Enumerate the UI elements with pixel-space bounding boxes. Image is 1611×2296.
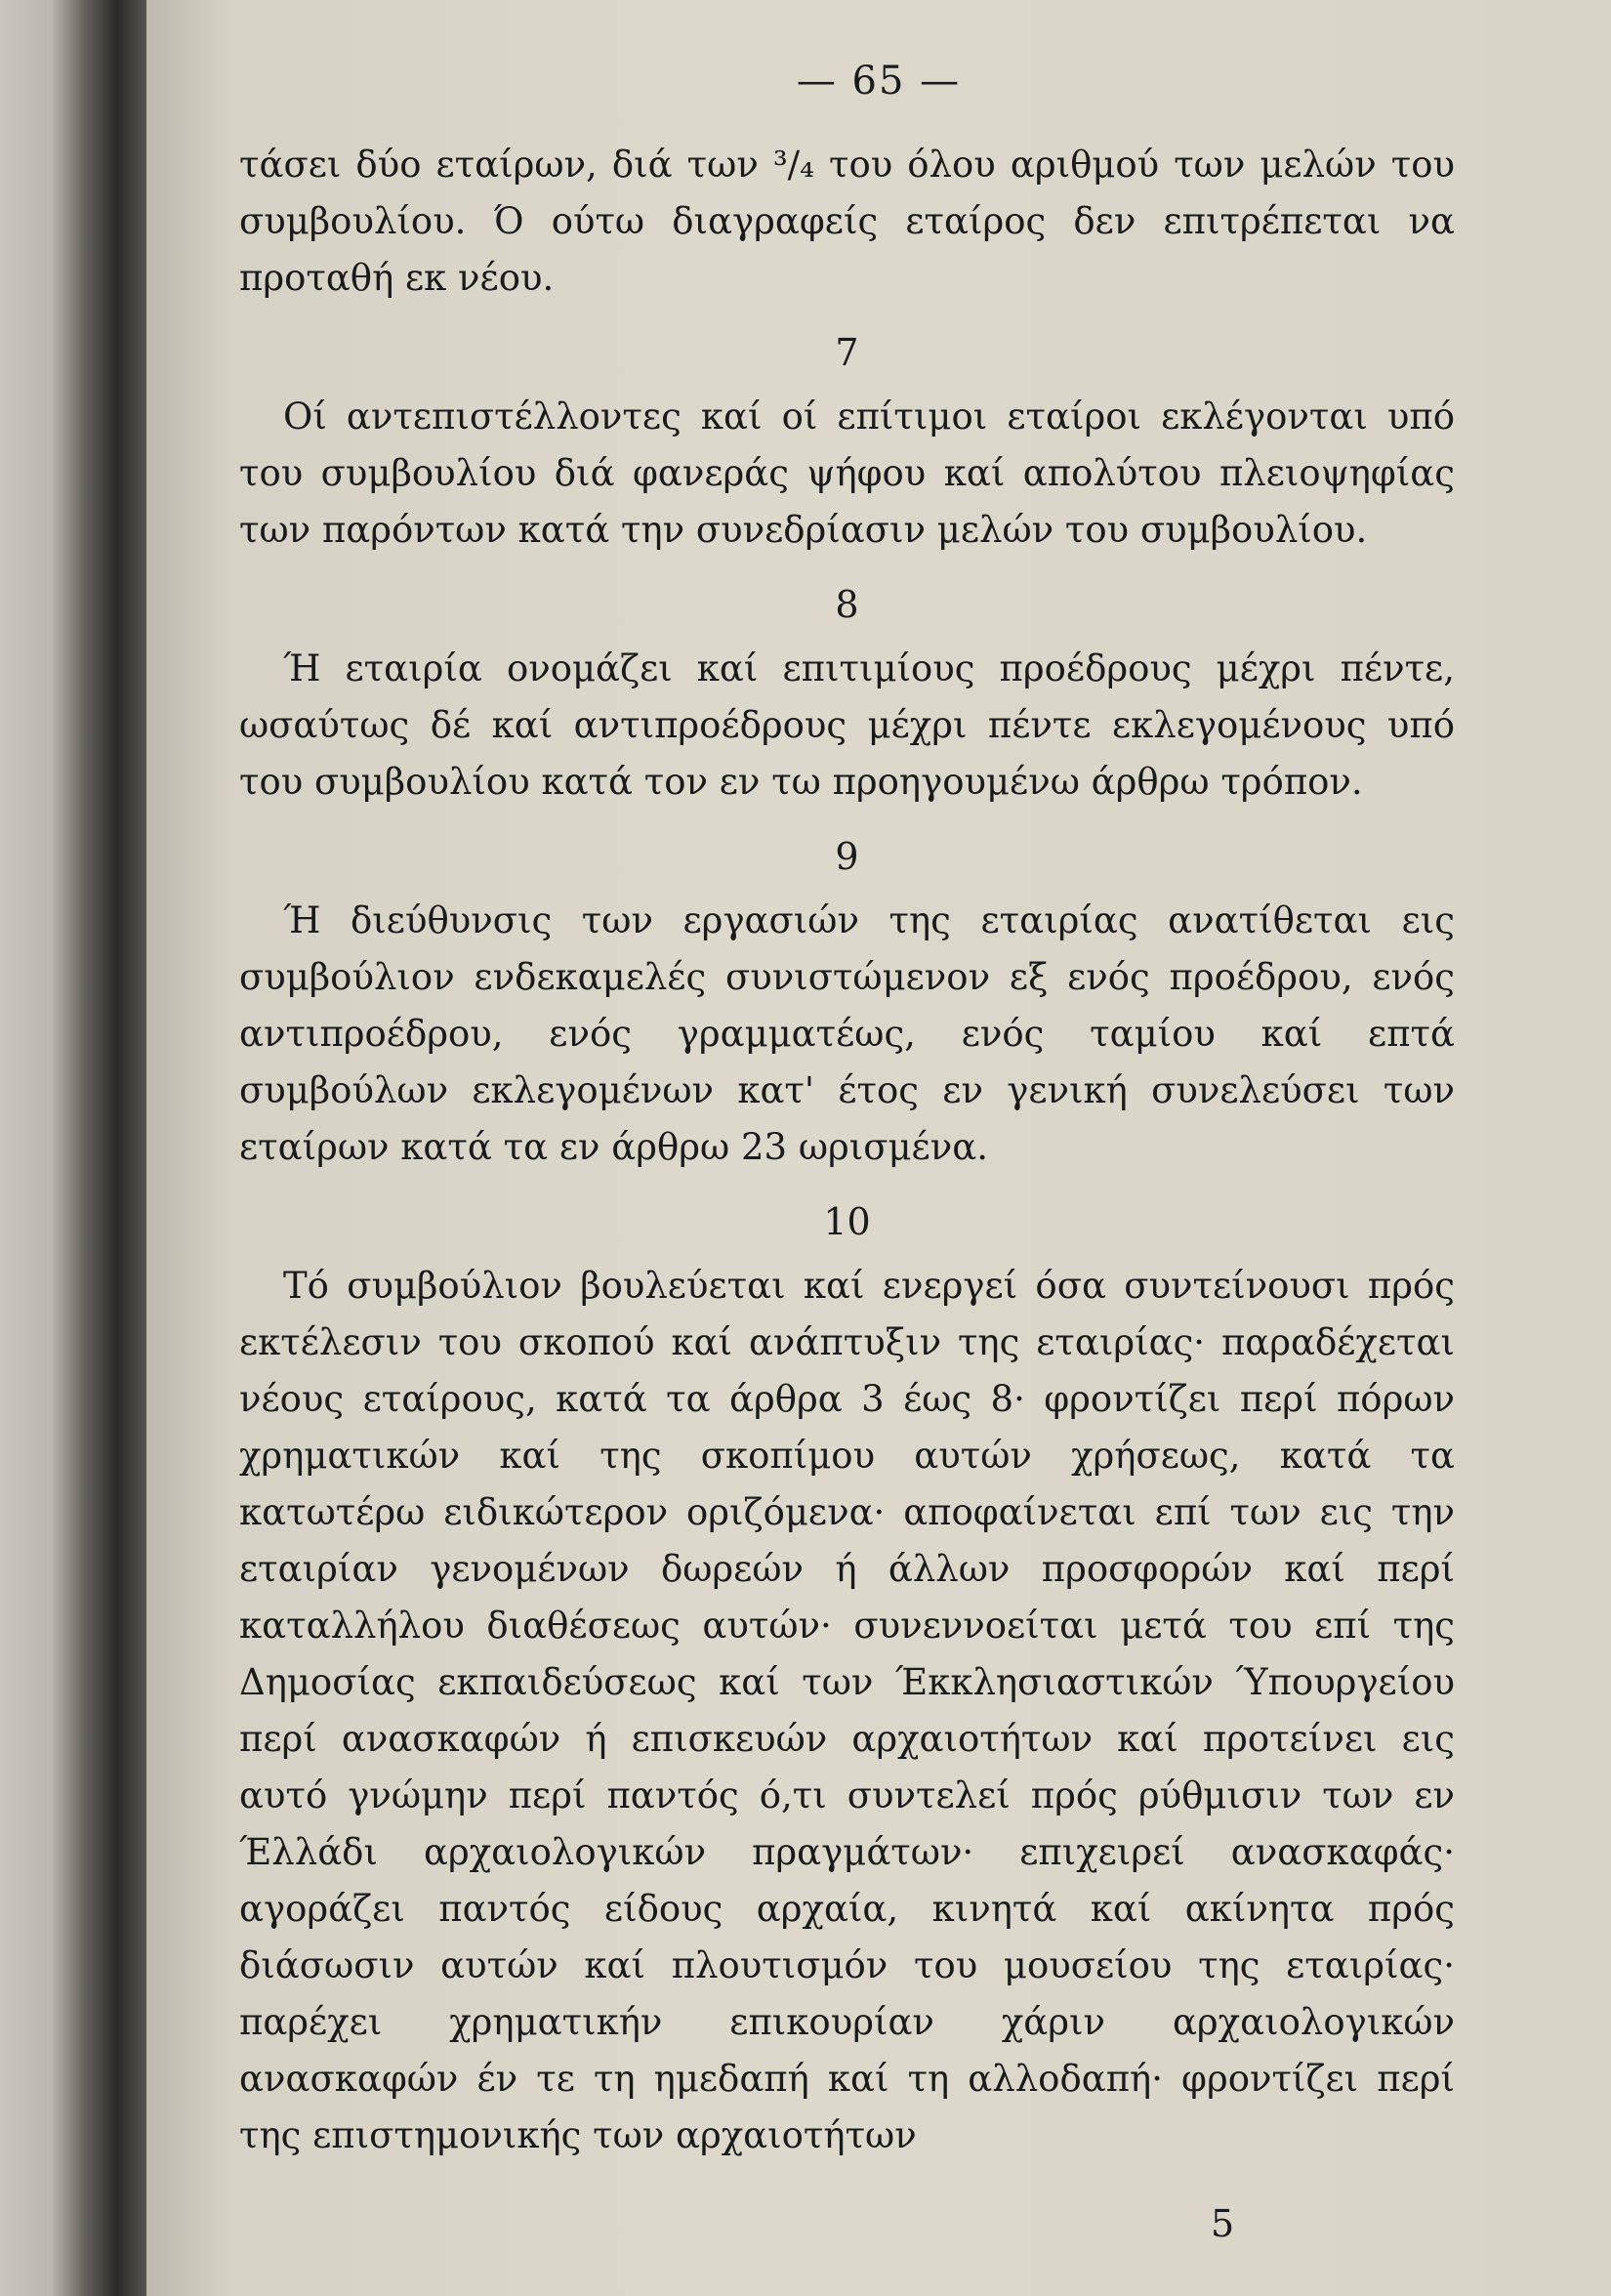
page-number: — 65 — — [796, 59, 962, 104]
article-number-7: 7 — [835, 331, 859, 374]
article-number-8: 8 — [835, 583, 859, 626]
paragraph-article-10: Τό συμβούλιον βουλεύεται καί ενεργεί όσα συντείνουσι πρός εκτέλεσιν του σκοπού καί ανάπτυξιν της εταιρίας· παραδέχεται νέους εταίρους, κατά τα άρθρα 3 έως 8· φροντίζει περί πόρων χρηματικών καί της σκοπίμου αυτών χρήσεως, κατά τα κατωτέρω ειδικώτερον οριζόμενα· αποφαίνεται επί των εις την εταιρίαν γενομένων δωρεών ή άλλων προσφορών καί περί καταλλήλου διαθέσεως αυτών· συνεννοείται μετά του επί της Δημοσίας εκπαιδεύσεως καί των Έκκλησιαστικών Ύπουργείου περί ανασκαφών ή επισκευών αρχαιοτήτων καί προτείνει εις αυτό γνώμην περί παντός ό,τι συντελεί πρός ρύθμισιν των εν Έλλάδι αρχαιολογικών πραγμάτων· επιχειρεί ανασκαφάς· αγοράζει παντός είδους αρχαία, κινητά καί ακίνητα πρός διάσωσιν αυτών καί πλουτισμόν του μουσείου της εταιρίας· παρέχει χρηματικήν επικουρίαν χάριν αρχαιολογικών ανασκαφών έν τε τη ημεδαπή καί τη αλλοδαπή· φροντίζει περί της επιστημονικής των αρχαιοτήτων — [239, 1265, 1455, 2156]
paragraph-article-9: Ή διεύθυνσις των εργασιών της εταιρίας ανατίθεται εις συμβούλιον ενδεκαμελές συνιστώμενον εξ ενός προέδρου, ενός αντιπροέδρου, ενός γραμματέως, ενός ταμίου καί επτά συμβούλων εκλεγομένων κατ' έτος εν γενική συνελεύσει των εταίρων κατά τα εν άρθρω 23 ωρισμένα. — [239, 899, 1455, 1168]
signature-mark: 5 — [1211, 2202, 1235, 2245]
paragraph-continued: τάσει δύο εταίρων, διά των ³/₄ του όλου αριθμού των μελών του συμβουλίου. Ό ούτω διαγραφείς εταίρος δεν επιτρέπεται να προταθή εκ νέου. — [239, 144, 1455, 299]
article-number-9: 9 — [835, 835, 859, 878]
paragraph-article-7: Οί αντεπιστέλλοντες καί οί επίτιμοι εταίροι εκλέγονται υπό του συμβουλίου διά φανεράς ψήφου καί απολύτου πλειοψηφίας των παρόντων κατά την συνεδρίασιν μελών του συμβουλίου. — [239, 396, 1455, 551]
paragraph-article-8: Ή εταιρία ονομάζει καί επιτιμίους προέδρους μέχρι πέντε, ωσαύτως δέ καί αντιπροέδρους μέχρι πέντε εκλεγομένους υπό του συμβουλίου κατά τον εν τω προηγουμένω άρθρω τρόπον. — [239, 647, 1455, 803]
book-page — [146, 0, 1611, 2296]
book-spine-shadow — [0, 0, 146, 2296]
page-text — [239, 137, 1455, 2164]
article-number-10: 10 — [823, 1200, 871, 1243]
